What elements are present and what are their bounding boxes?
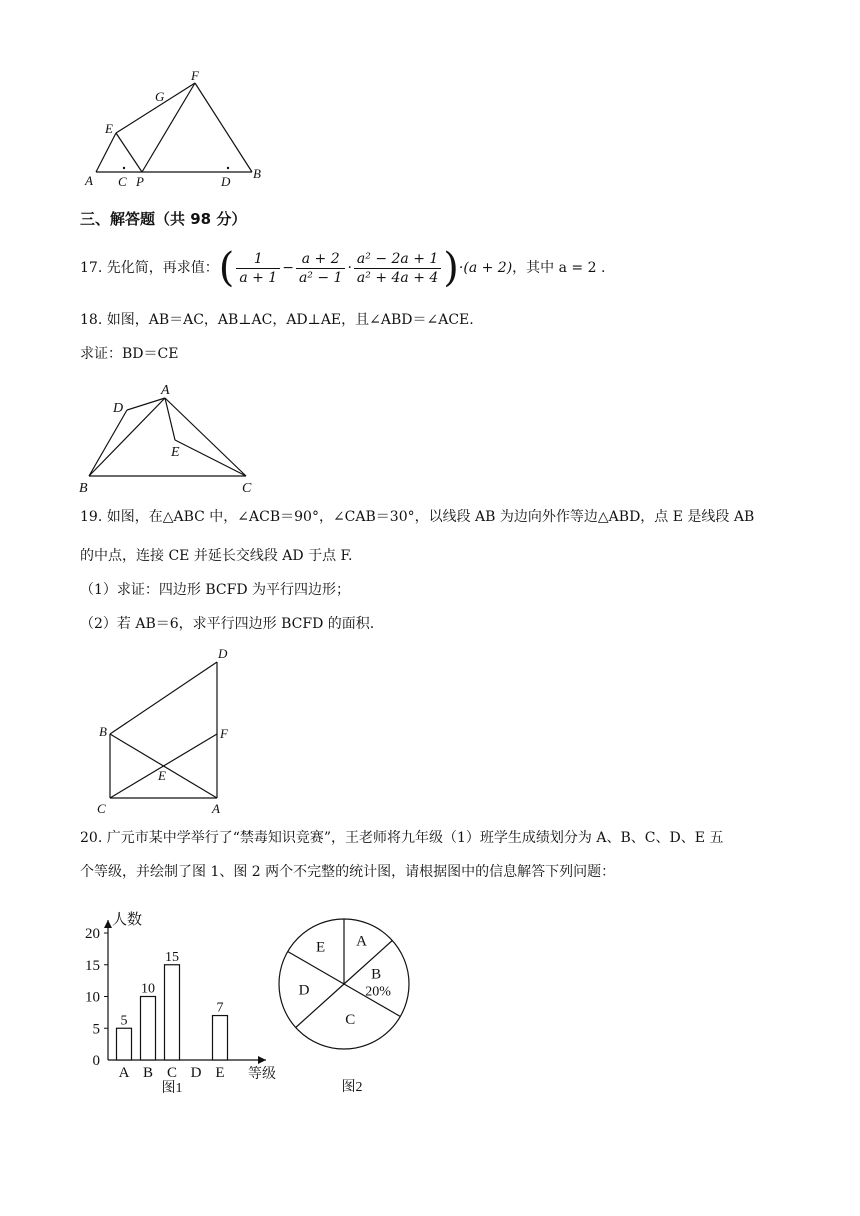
q18-label-A: A — [161, 383, 170, 398]
bar-C — [165, 965, 180, 1060]
y-tick-label: 0 — [92, 1053, 100, 1069]
q20-line-2: 个等级，并绘制了图 1、图 2 两个不完整的统计图，请根据图中的信息解答下列问题： — [80, 864, 616, 880]
q18-label-D: D — [113, 401, 124, 416]
q17-minus: − — [282, 260, 294, 276]
data-label-B: 10 — [141, 981, 155, 997]
q17-frac3-denominator: a² + 4a + 4 — [356, 269, 439, 286]
q18-statement: 18. 如图，AB＝AC，AB⊥AC，AD⊥AE，且∠ABD＝∠ACE. — [80, 312, 474, 328]
x-tick-label-E: E — [215, 1065, 225, 1081]
q18-label-E: E — [171, 445, 180, 460]
q17-frac3-numerator: a² − 2a + 1 — [354, 250, 441, 269]
q17-open-paren: ( — [218, 245, 235, 291]
q19-figure — [92, 644, 248, 814]
q18-label-C: C — [242, 481, 252, 496]
q16-label-G: G — [155, 89, 165, 104]
pie-value-label-B: 20% — [365, 984, 391, 1000]
q19-label-F: F — [220, 726, 228, 741]
q17-fraction-2 — [296, 250, 346, 287]
q17-dot: · — [347, 260, 352, 276]
pie-label-D: D — [298, 982, 310, 999]
y-tick-label: 20 — [85, 926, 100, 942]
bar-A — [117, 1028, 132, 1060]
x-tick-label-D: D — [190, 1065, 202, 1081]
q20-line-1: 20. 广元市某中学举行了“禁毒知识竞赛”，王老师将九年级（1）班学生成绩划分为 A、B、C、D、E 五 — [80, 830, 724, 846]
pie-chart-figure-2 — [272, 908, 422, 1098]
y-tick-label: 10 — [85, 989, 100, 1006]
bar-E — [213, 1016, 228, 1060]
figure-2-caption: 图2 — [341, 1080, 363, 1095]
q18-prove: 求证：BD＝CE — [80, 346, 179, 362]
q16-label-D: D — [221, 174, 231, 189]
q17-tail: ·(a + 2) — [458, 260, 513, 276]
x-tick-label-A: A — [118, 1065, 130, 1081]
q19-line-2: 的中点，连接 CE 并延长交线段 AD 于点 F. — [80, 548, 353, 564]
q17-prefix: 17. 先化简，再求值： — [80, 260, 219, 276]
pie-label-B: B — [371, 966, 382, 983]
q16-label-F: F — [191, 68, 199, 83]
q17-close-paren: ) — [443, 245, 459, 291]
q16-label-E: E — [105, 121, 113, 136]
q17-fraction-3 — [354, 250, 441, 287]
pie-label-C: C — [345, 1012, 356, 1029]
pie-label-E: E — [315, 939, 326, 956]
x-axis-arrow — [258, 1056, 266, 1064]
x-tick-label-C: C — [166, 1065, 178, 1081]
q18-figure — [76, 382, 266, 498]
data-label-A: 5 — [120, 1013, 128, 1029]
q17-frac1-numerator: 1 — [236, 250, 280, 269]
x-tick-label-B: B — [142, 1065, 154, 1081]
pie-label-A: A — [356, 933, 367, 950]
q17-frac2-denominator: a² − 1 — [298, 269, 343, 286]
q19-label-D: D — [218, 646, 228, 661]
q17-fraction-1 — [236, 250, 280, 287]
q17-problem — [80, 244, 605, 292]
q19-label-E: E — [158, 768, 166, 783]
bar-chart-figure-1 — [72, 898, 284, 1098]
y-tick-label: 15 — [85, 957, 100, 974]
q16-label-P: P — [136, 174, 144, 189]
q19-label-C: C — [97, 801, 106, 814]
q16-label-A: A — [85, 173, 93, 188]
q17-condition: ，其中 a = 2 . — [512, 260, 606, 276]
q17-frac2-numerator: a + 2 — [296, 250, 346, 269]
x-axis-label: 等级 — [248, 1067, 276, 1082]
q19-part-2: （2）若 AB＝6，求平行四边形 BCFD 的面积. — [80, 616, 375, 632]
data-label-E: 7 — [216, 1000, 224, 1016]
q19-part-1: （1）求证：四边形 BCFD 为平行四边形； — [80, 582, 351, 598]
q16-label-C: C — [118, 174, 127, 189]
q19-label-B: B — [99, 724, 107, 739]
q18-label-B: B — [79, 481, 88, 496]
q16-label-B: B — [253, 166, 261, 181]
q19-line-1: 19. 如图，在△ABC 中，∠ACB＝90°，∠CAB＝30°，以线段 AB 为边向外作等边△ABD，点 E 是线段 AB — [80, 509, 755, 525]
y-axis-arrow — [104, 920, 112, 928]
bar-B — [141, 997, 156, 1061]
q17-frac1-denominator: a + 1 — [239, 269, 278, 286]
q19-label-A: A — [212, 801, 220, 814]
y-axis-label: 人数 — [112, 912, 143, 928]
q16-figure — [80, 66, 270, 192]
y-tick-label: 5 — [92, 1021, 100, 1038]
data-label-C: 15 — [165, 949, 179, 965]
figure-1-caption: 图1 — [161, 1081, 183, 1096]
section-heading: 三、解答题（共 98 分） — [80, 210, 247, 228]
